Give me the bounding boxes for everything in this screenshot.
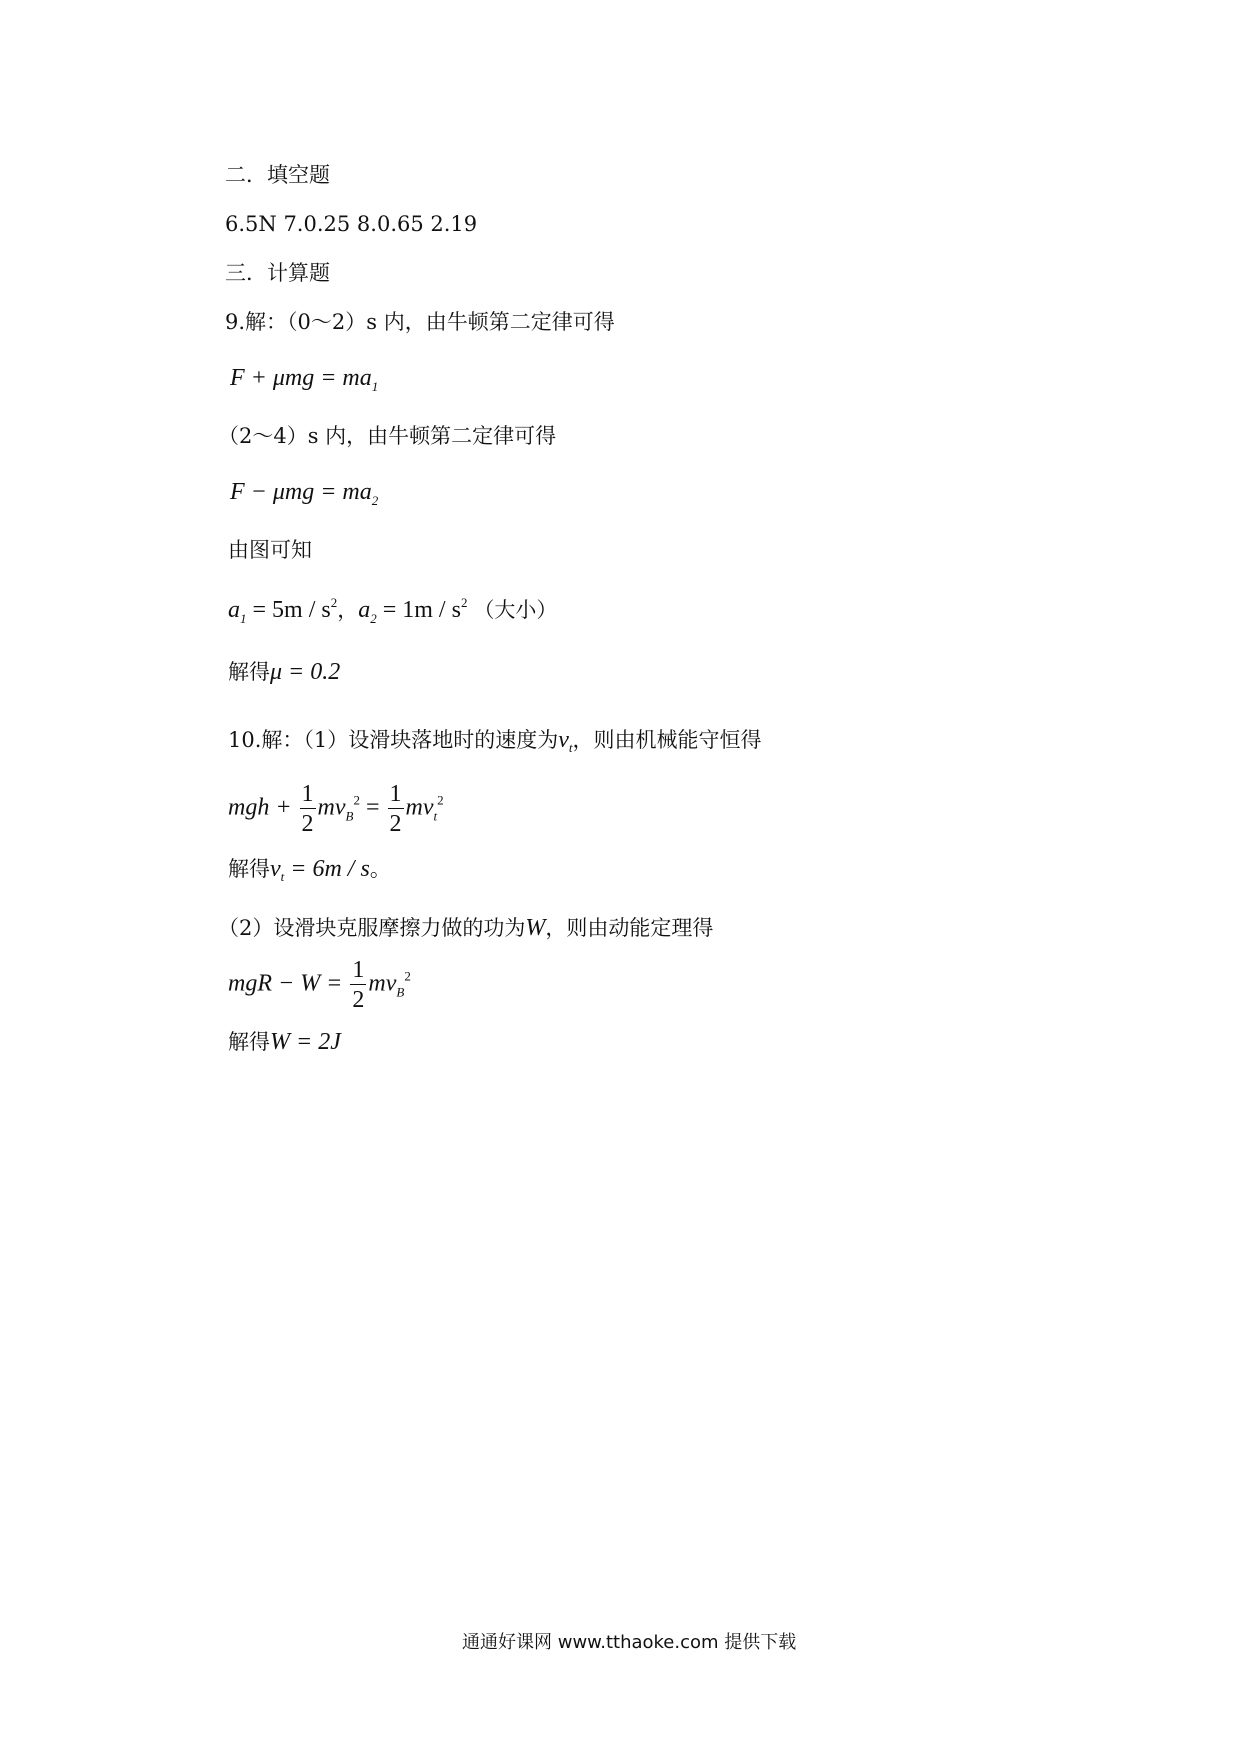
q10-intro bbox=[228, 728, 762, 754]
intro-var-sub: t bbox=[568, 740, 573, 756]
eq-lead: mgh + bbox=[228, 794, 292, 821]
intro-var: v bbox=[558, 727, 569, 753]
fraction-half bbox=[350, 958, 366, 1012]
fraction-denominator: 2 bbox=[389, 811, 402, 837]
q9-equation-2 bbox=[230, 480, 378, 507]
part2-pre: （2）设滑块克服摩擦力做的功为 bbox=[218, 916, 526, 940]
a1-value: = 5m / s bbox=[246, 597, 331, 623]
q9-intro-2: （2～4）s 内，由牛顿第二定律可得 bbox=[218, 424, 557, 448]
eq-subscript: 1 bbox=[371, 379, 379, 394]
page-footer: 通通好课网 www.tthaoke.com 提供下载 bbox=[462, 1632, 797, 1653]
intro-post: ，则由机械能守恒得 bbox=[572, 728, 762, 752]
eq-text: F + μmg = ma bbox=[230, 365, 372, 391]
result-label: 解得 bbox=[228, 857, 270, 881]
eq-subscript: 2 bbox=[371, 493, 379, 508]
intro-pre: 10.解：（1）设滑块落地时的速度为 bbox=[228, 728, 559, 752]
part2-post: ，则由动能定理得 bbox=[545, 916, 714, 940]
result-var: v bbox=[270, 856, 281, 882]
a1-exp: 2 bbox=[330, 595, 338, 610]
eq-mid-sup: 2 bbox=[353, 792, 360, 808]
a2-var: a bbox=[358, 597, 371, 623]
q10-part2-intro bbox=[218, 916, 713, 940]
fill-answers: 6.5N 7.0.25 8.0.65 2.19 bbox=[225, 212, 478, 236]
q10-equation-1 bbox=[228, 782, 444, 836]
eq-mid-sub: B bbox=[345, 808, 354, 824]
a2-value: = 1m / s bbox=[376, 597, 461, 623]
a1-var: a bbox=[228, 597, 240, 623]
eq-equals: = bbox=[359, 794, 386, 821]
eq-rhs-sup: 2 bbox=[437, 792, 444, 808]
q10-equation-2 bbox=[228, 958, 411, 1012]
q9-acceleration-values bbox=[228, 596, 557, 625]
eq-rhs: mv bbox=[405, 794, 434, 821]
result-label: 解得 bbox=[228, 1030, 270, 1054]
q9-result bbox=[228, 660, 340, 684]
q10-result-1 bbox=[228, 857, 391, 883]
fill-section-heading: 二．填空题 bbox=[225, 163, 330, 187]
fraction-denominator: 2 bbox=[352, 987, 365, 1013]
q9-equation-1 bbox=[230, 366, 378, 393]
separator: ， bbox=[337, 598, 359, 622]
a2-exp: 2 bbox=[460, 595, 468, 610]
eq-rhs-sub: t bbox=[433, 808, 438, 824]
q10-result-2 bbox=[228, 1030, 341, 1054]
result-math: μ = 0.2 bbox=[270, 659, 341, 685]
eq-rhs-sub: B bbox=[396, 984, 405, 1000]
result-math: W = 2J bbox=[270, 1029, 341, 1055]
fraction-numerator: 1 bbox=[389, 781, 402, 807]
q9-intro: 9.解：（0～2）s 内，由牛顿第二定律可得 bbox=[225, 310, 615, 334]
result-end: 。 bbox=[369, 857, 391, 881]
result-sub: t bbox=[280, 869, 285, 885]
a1-sub: 1 bbox=[240, 611, 247, 626]
fraction-numerator: 1 bbox=[352, 957, 365, 983]
fraction-denominator: 2 bbox=[301, 811, 314, 837]
eq-mid: mv bbox=[317, 794, 346, 821]
calc-section-heading: 三．计算题 bbox=[225, 261, 330, 285]
fraction-half-2 bbox=[388, 782, 404, 836]
result-label: 解得 bbox=[228, 660, 270, 684]
result-value: = 6m / s bbox=[284, 856, 370, 882]
q9-from-graph: 由图可知 bbox=[228, 538, 312, 562]
part2-var: W bbox=[525, 915, 546, 941]
fraction-half bbox=[300, 782, 316, 836]
eq-rhs: mv bbox=[368, 970, 397, 997]
fraction-numerator: 1 bbox=[301, 781, 314, 807]
magnitude-note: （大小） bbox=[473, 598, 558, 622]
eq-text: F − μmg = ma bbox=[230, 479, 372, 505]
eq-rhs-sup: 2 bbox=[404, 968, 411, 984]
eq-lead: mgR − W = bbox=[228, 970, 343, 997]
a2-sub: 2 bbox=[370, 611, 377, 626]
